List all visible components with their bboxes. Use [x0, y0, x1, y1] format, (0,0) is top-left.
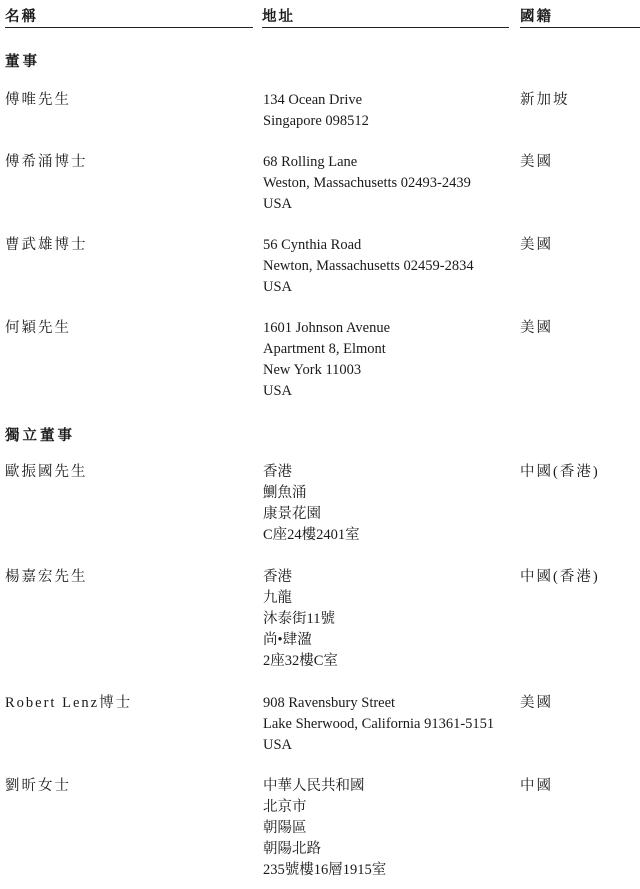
director-nationality: 中國(香港)	[520, 464, 600, 480]
address-line: Newton, Massachusetts 02459-2834	[263, 258, 474, 274]
address-line: 908 Ravensbury Street	[263, 695, 396, 711]
address-line: 2座32樓C室	[263, 653, 338, 669]
address-line: 1601 Johnson Avenue	[263, 320, 391, 336]
director-nationality: 新加坡	[520, 92, 570, 108]
director-address	[263, 152, 519, 215]
director-name: Robert Lenz博士	[5, 695, 133, 711]
address-line: New York 11003	[263, 362, 362, 378]
address-line: 134 Ocean Drive	[263, 92, 363, 108]
address-line: 尚•肆溋	[263, 632, 312, 648]
director-nationality: 中國(香港)	[520, 569, 600, 585]
address-line: 香港	[263, 569, 292, 585]
director-nationality: 美國	[520, 695, 553, 711]
address-line: Apartment 8, Elmont	[263, 341, 386, 357]
address-line: USA	[263, 279, 293, 295]
director-name: 楊嘉宏先生	[5, 569, 88, 585]
column-header-address: 地址	[262, 5, 509, 28]
address-line: Lake Sherwood, California 91361-5151	[263, 716, 495, 732]
address-line: 鰂魚涌	[263, 485, 307, 501]
address-line: 北京市	[263, 799, 307, 815]
director-address	[263, 693, 519, 756]
director-address	[263, 235, 519, 298]
director-address	[263, 90, 519, 132]
address-line: USA	[263, 196, 293, 212]
director-name: 何穎先生	[5, 320, 71, 336]
address-line: 56 Cynthia Road	[263, 237, 362, 253]
address-line: 香港	[263, 464, 292, 480]
column-header-name: 名稱	[5, 5, 253, 28]
director-name: 歐振國先生	[5, 464, 88, 480]
address-line: Singapore 098512	[263, 113, 369, 129]
address-line: 朝陽區	[263, 820, 307, 836]
director-nationality: 美國	[520, 154, 553, 170]
address-line: 68 Rolling Lane	[263, 154, 358, 170]
section-title-directors: 董事	[5, 54, 40, 70]
column-header-nationality: 國籍	[520, 5, 640, 28]
director-name: 傅唯先生	[5, 92, 71, 108]
director-nationality: 中國	[520, 778, 553, 794]
director-nationality: 美國	[520, 237, 553, 253]
section-title-independent-directors: 獨立董事	[5, 428, 75, 444]
director-address	[263, 318, 519, 402]
address-line: USA	[263, 737, 293, 753]
address-line: 康景花園	[263, 506, 321, 522]
address-line: 九龍	[263, 590, 292, 606]
director-address	[263, 462, 519, 546]
address-line: C座24樓2401室	[263, 527, 360, 543]
director-address	[263, 776, 519, 881]
director-name: 曹武雄博士	[5, 237, 88, 253]
director-name: 傅希涌博士	[5, 154, 88, 170]
address-line: 沐泰街11號	[263, 611, 335, 627]
address-line: 235號樓16層1915室	[263, 862, 387, 878]
director-nationality: 美國	[520, 320, 553, 336]
address-line: Weston, Massachusetts 02493-2439	[263, 175, 471, 191]
address-line: 朝陽北路	[263, 841, 321, 857]
address-line: 中華人民共和國	[263, 778, 365, 794]
director-address	[263, 567, 519, 672]
address-line: USA	[263, 383, 293, 399]
director-name: 劉昕女士	[5, 778, 71, 794]
